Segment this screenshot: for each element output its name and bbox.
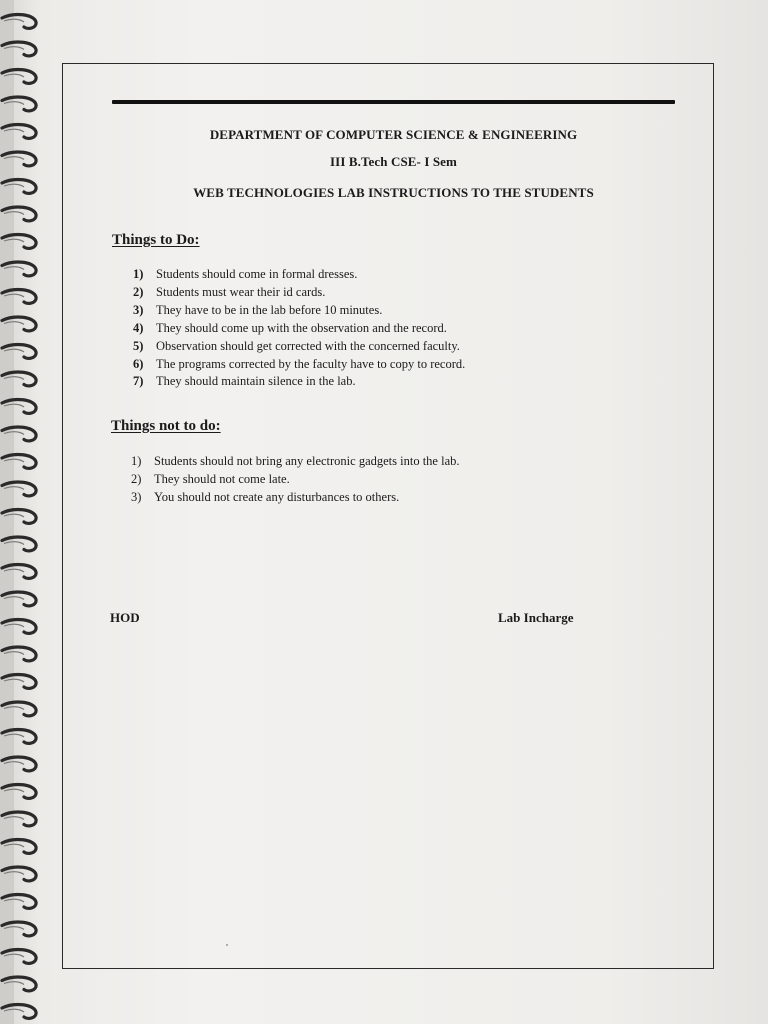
things-not-to-do-title: Things not to do: bbox=[111, 418, 221, 434]
things-to-do-list bbox=[133, 266, 465, 391]
item-text: They have to be in the lab before 10 minutes. bbox=[156, 302, 383, 317]
item-number: 4) bbox=[133, 320, 144, 335]
item-number: 3) bbox=[133, 302, 144, 317]
list-item bbox=[133, 284, 465, 302]
list-item bbox=[133, 266, 465, 284]
list-item bbox=[133, 302, 465, 320]
header-rule bbox=[112, 100, 675, 104]
document-title: WEB TECHNOLOGIES LAB INSTRUCTIONS TO THE STUDENTS bbox=[193, 185, 594, 200]
lab-incharge-signature-label: Lab Incharge bbox=[498, 610, 574, 625]
item-text: Students should come in formal dresses. bbox=[156, 267, 358, 281]
list-item bbox=[133, 373, 465, 391]
item-number: 2) bbox=[131, 471, 142, 486]
things-to-do-title: Things to Do: bbox=[112, 232, 200, 248]
item-text: They should not come late. bbox=[154, 471, 290, 486]
item-text: They should maintain silence in the lab. bbox=[156, 374, 356, 389]
item-number: 6) bbox=[133, 356, 144, 371]
item-number: 2) bbox=[133, 284, 144, 299]
list-item bbox=[131, 453, 460, 471]
paper-speck bbox=[226, 944, 228, 946]
item-text: You should not create any disturbances to others. bbox=[154, 489, 400, 504]
hod-signature-label: HOD bbox=[110, 610, 140, 625]
item-text: Students must wear their id cards. bbox=[156, 284, 326, 299]
things-not-to-do-list bbox=[131, 453, 460, 507]
department-heading: DEPARTMENT OF COMPUTER SCIENCE & ENGINEERING bbox=[209, 127, 578, 142]
spiral-binding bbox=[0, 0, 46, 1024]
list-item bbox=[133, 356, 465, 374]
item-number: 7) bbox=[133, 374, 144, 389]
list-item bbox=[133, 338, 465, 356]
item-number: 1) bbox=[131, 454, 142, 468]
item-number: 5) bbox=[133, 338, 144, 353]
course-heading: III B.Tech CSE- I Sem bbox=[330, 154, 457, 169]
item-text: The programs corrected by the faculty have to copy to record. bbox=[156, 356, 466, 371]
item-text: Students should not bring any electronic gadgets into the lab. bbox=[154, 454, 460, 468]
item-text: They should come up with the observation and the record. bbox=[156, 320, 447, 335]
item-text: Observation should get corrected with the concerned faculty. bbox=[156, 338, 460, 353]
list-item bbox=[133, 320, 465, 338]
item-number: 1) bbox=[133, 267, 144, 281]
list-item bbox=[131, 471, 460, 489]
list-item bbox=[131, 489, 460, 507]
item-number: 3) bbox=[131, 489, 142, 504]
